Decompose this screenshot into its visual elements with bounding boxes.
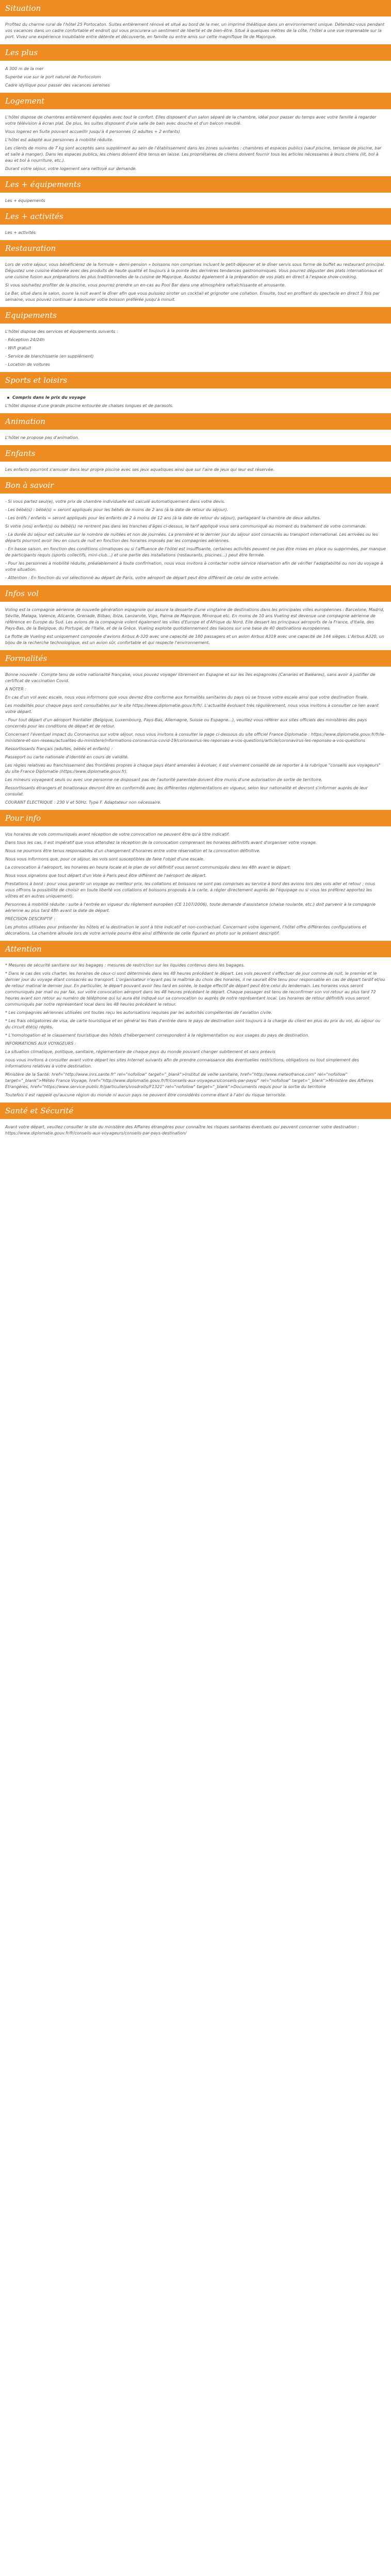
- paragraph: - Service de blanchisserie (en supplément): [5, 354, 94, 359]
- section-animation: [0, 413, 391, 445]
- paragraph: Dans tous les cas, il est impératif que vous attendiez la réception de la convocation comprenant les horaires définitifs avant d'organiser votre voyage.: [5, 840, 317, 845]
- paragraph: - La durée du séjour est calculée sur le nombre de nuitées et non de journées. La première et le dernier jour du séjour sont consacrés au transport international. Les arrivées ou les départs pourront avoir lieu en cours de nuit en fonction des horaires imposés par les compagnies aériennes.: [5, 532, 378, 543]
- paragraph: Les enfants pourront s'amuser dans leur propre piscine avec ses jeux aquatiques ainsi que sur l'aire de jeux qui leur est réservée.: [5, 467, 275, 472]
- section-title-formalites: Formalités: [0, 650, 391, 667]
- paragraph: Passeport ou carte nationale d'identité en cours de validité.: [5, 755, 129, 759]
- paragraph: PRÉCISION DESCRIPTIF :: [5, 917, 56, 921]
- paragraph: La situation climatique, politique, sanitaire, réglementaire de chaque pays du monde pouvant changer subitement et sans préavis: [5, 1049, 275, 1054]
- page: [0, 0, 391, 1141]
- paragraph: * Dans le cas des vols charter, les horaires de ceux-ci sont déterminés dans les 48 heures précédant le départ. Les vols peuvent s'effectuer de jour comme de nuit, le premier et le dernier jour du voyage étant consacrés au transport. L'organisateur n'ayant pas la maîtrise du choix des horaires, il ne saurait être tenu pour responsable en cas de départ tardif et/ou de retour matinal le dernier jour. En particulier, le départ pouvant avoir lieu tard en soirée, le badge effectif de départ peut être celui du lendemain. Les horaires vous seront communiqués par mail ou par fax, sur votre convocation aéroport dans les 48 heures précédant le départ. Chaque passager est tenu de reconfirmer son vol retour au plus tard 72 heures avant son retour au numéro de téléphone qui lui aura été indiqué sur sa convocation ou auprès de notre représentant local. Les horaires de retour définitifs vous seront communiqués par notre représentant local dans les 48 heures précédant le retour.: [5, 971, 385, 1007]
- paragraph: Voling est la compagnie aérienne de nouvelle génération espagnole qui assure la desserte d'une vingtaine de destinations dans les principales villes européennes : Barcelone, Madrid, Séville, Malaga, Valence, Alicante, Grenade, Bilbao, Ibiza, Lanzarote, Vigo, Palma de Majorque, Minorque etc. En moins de 10 ans Vueling est devenue une compagnie aérienne de référence en Europe du Sud. Les avions de la compagnie volent également les villes d'Europe et d'Afrique du Nord. Elle dessert les principaux aéroports de la France, d'Italie, des Pays-Bas, de la Belgique, du Portugal, de l'Italie, et de la Grèce. Vueling exploite quotidiennement des liaisons sur une base de 40 destinations européennes.: [5, 607, 384, 631]
- paragraph: Prestations à bord : pour vous garantir un voyage au meilleur prix, les collations et boissons ne sont pas comprises au service à bord des avions lors des vols aller et retour ; nous vous offrons la possibilité de choisir en toute liberté vos collations et boissons proposés à la carte, à régler directement auprès de l'équipage ou si vous les préférez apportez les vôtres et en autres uniquement).: [5, 882, 376, 899]
- paragraph: L'hôtel dispose des services et équipements suivants :: [5, 329, 118, 334]
- paragraph: L'hôtel dispose d'une grande piscine entourée de chaises longues et de parasols.: [5, 403, 173, 408]
- section-body-partir: [0, 826, 391, 941]
- paragraph: Nous vous informons que, pour ce séjour, les vols sont susceptibles de faire l'objet d'une escale.: [5, 857, 205, 861]
- paragraph: - Wifi gratuit: [5, 346, 31, 350]
- section-body-logement: [0, 109, 391, 176]
- section-title-situation: Situation: [0, 0, 391, 16]
- section-body-situation: [0, 16, 391, 44]
- section-body-formalites: [0, 667, 391, 810]
- section-vol: [0, 585, 391, 650]
- section-title-plus: Les plus: [0, 44, 391, 61]
- paragraph: INFORMATIONS AUX VOYAGEURS :: [5, 1041, 76, 1046]
- paragraph: - Les bréfs / enfants = seront appliqués pour les enfants de 2 à moins de 12 ans (à la date de retour du séjour), partageant la chambre de deux adultes.: [5, 516, 321, 520]
- paragraph: - Réception 24/24h: [5, 337, 45, 342]
- paragraph: - Attention : En fonction du vol sélectionné au départ de Paris, votre aéroport de départ peut être différent de celui de votre arrivée.: [5, 575, 280, 580]
- bullet-label: Compris dans le prix du voyage: [12, 395, 86, 400]
- paragraph: Le Bar, situé dans le salon, ouvre la nuit avant le dîner afin que vous puissiez siroter un cocktail et grignoter une collation. Ensuite, tout en profitant du spectacle en direct 3 fois par semaine, vous pouvez continuer à savourer votre boisson préférée jusqu'à minuit.: [5, 291, 380, 302]
- paragraph: Lors de votre séjour, vous bénéficierez de la formule « demi-pension » boissons non comprises incluant le petit-déjeuner et le dîner servis sous forme de buffet au restaurant principal. Dégustez une cuisine élaborée avec des produits de haute qualité et toujours à la pointe des dernières tendances gastronomiques. Vous pourrez déguster des plats internationaux et une cuisine fusion aux préparations les plus traditionnelles de la cuisine de Majorque. Assistez également à la préparation de vos plats en direct à l'espace show-cooking.: [5, 262, 385, 279]
- section-situation: [0, 0, 391, 44]
- section-body-plus: [0, 61, 391, 93]
- paragraph: Si vous souhaitez profiter de la piscine, vous pourrez prendre un en-cas au Pool Bar dans une atmosphère rafraîchissante et amusante.: [5, 283, 286, 287]
- section-plus: [0, 44, 391, 93]
- paragraph: Bonne nouvelle : Compte tenu de votre nationalité française, vous pouvez voyager librement en Espagne et sur les îles espagnoles (Canaries et Baléares), sans avoir à justifier de certificat de vaccination Covid.: [5, 672, 376, 683]
- section-savoir: [0, 477, 391, 585]
- section-body-animation: [0, 430, 391, 445]
- paragraph: - Pour tout départ d'un aéroport frontalier (Belgique, Luxembourg, Pays-Bas, Allemagne, Suisse ou Espagne...), veuillez vous référer aux sites officiels des ministères des pays concernés pour les conditions de départ et de retour.: [5, 718, 367, 728]
- paragraph: * Les frais obligatoires de visa, de carte touristique et en général les frais d'entrée dans le pays de destination sont toujours à la charge du client en plus du prix du vol, du séjour ou du circuit été(s) réglés.: [5, 1019, 381, 1029]
- paragraph: Nous ne pourrons être tenus responsables d'un changement d'horaires entre votre réservation et la convocation définitive.: [5, 849, 261, 853]
- paragraph: Les règles relatives au franchissement des frontières propres à chaque pays étant amenées à évoluer, il est vivement conseillé de se reporter à la rubrique "conseils aux voyageurs" du site France Diplomatie (https://www.diplomatie.gouv.fr).: [5, 763, 381, 774]
- section-activites: [0, 208, 391, 240]
- paragraph: nous vous invitons à consulter avant votre départ les sites Internet suivants afin de prendre connaissance des éventuelles restrictions, obligations ou tout simplement des informations relatives à votre destination.: [5, 1058, 360, 1069]
- section-body-sante: [0, 1119, 391, 1141]
- paragraph: Superbe vue sur le port naturel de Portocolom: [5, 75, 101, 79]
- paragraph: La convocation à l'aéroport, les horaires en heure locale et le plan de vol définitif vous seront communiqués dans les 48h avant le départ.: [5, 865, 291, 870]
- paragraph: - En basse saison, en fonction des conditions climatiques ou si l'affluence de l'hôtel est insuffisante, certaines activités peuvent ne pas être mises en place ou supprimées, par manque de participants requis (sports collectifs, mini-club...) et une partie des installations (restaurants, piscines...) peut être fermée.: [5, 547, 386, 557]
- paragraph: * Les compagnies aériennes utilisées ont toutes reçu les autorisations requises par les autorités compétentes de l'aviation civile.: [5, 1010, 272, 1015]
- paragraph: - Si vous partez seul(e), votre prix de chambre individuelle est calculé automatiquement dans votre devis.: [5, 499, 225, 504]
- paragraph: * L'homologation et le classement touristique des hôtels d'hébergement correspondent à la réglementation ou aux usages du pays de destination.: [5, 1033, 309, 1038]
- paragraph: Concernant l'éventuel impact du Coronavirus sur votre séjour, nous vous invitons à consulter la page ci-dessous du site officiel France Diplomatie : https://www.diplomatie.gouv.fr/fr/le-ministere-et-son-reseau/actualites-du-ministere/informations-coronavirus-covid-19/coronavirus-les-reponses-a-vos-questions/article/coronavirus-les-reponses-a-vos-questions: [5, 732, 386, 743]
- section-attention: [0, 941, 391, 1103]
- section-title-partir: Pour info: [0, 810, 391, 826]
- paragraph: Si votre (vos) enfant(s) ou bébé(s) ne rentrent pas dans les tranches d'âges ci-dessus, le tarif appliqué vous sera communiqué au moment du traitement de votre commande.: [5, 524, 367, 529]
- paragraph: Personnes à mobilité réduite : suite à l'entrée en vigueur du règlement européen (CE 1107/2006), toute demande d'assistance (chaise roulante, etc.) doit parvenir à la compagnie aérienne au plus tard 48h avant la date de départ.: [5, 902, 376, 913]
- paragraph: Ressortissants étrangers et binationaux devront être en conformité avec les différentes réglementations en vigueur, selon leur nationalité et devront s'informer auprès de leur consulat.: [5, 786, 368, 796]
- section-body-equipements: [0, 324, 391, 372]
- paragraph: Vous logerez en Suite pouvant accueillir jusqu'à 4 personnes (2 adultes + 2 enfants): [5, 129, 180, 134]
- section-title-attention: Attention: [0, 941, 391, 957]
- paragraph: Les + équipements: [5, 198, 45, 203]
- paragraph: Les + activités: [5, 230, 36, 235]
- section-sports: [0, 372, 391, 413]
- section-enfants: [0, 445, 391, 477]
- section-title-restauration: Restauration: [0, 240, 391, 257]
- paragraph: L'hôtel ne propose pas d'animation.: [5, 435, 79, 440]
- paragraph: Avant votre départ, veuillez consulter le site du ministère des Affaires étrangères pour connaître les risques sanitaires éventuels qui peuvent concerner votre destination : https://www.diplomatie.gouv.fr/fr/conseils-aux-voyageurs/conseils-par-pays-destination/: [5, 1125, 360, 1136]
- paragraph: Les mineurs voyageant seuls ou avec une personne ne disposant pas de l'autorité parentale doivent être munis d'une autorisation de sortie de territoire.: [5, 777, 323, 782]
- section-title-activites: Les + activités: [0, 208, 391, 225]
- paragraph: Nous vous signalons que tout départ d'un Vole à Paris peut être différent de l'aéroport de départ.: [5, 873, 207, 878]
- section-body-equipements_logement: [0, 193, 391, 208]
- paragraph: Profitez du charme rural de l'hôtel 25 Portocaton. Suites entièrement rénové et situé au bord de la mer, un imprimé théâtique dans un environnement unique. Détendez-vous pendant vos vacances dans un cadre confortable et endroit qui vous procurera un sentiment de liberté et de bien-être. Situé à quelques mètres de la côte, l'hôtel a une vue imprenable sur la port. Vivez une expérience inoubliable entre détente et découverte, en famille ou entre amis sur cette magnifique île de Majorque.: [5, 22, 385, 39]
- section-body-attention: [0, 957, 391, 1103]
- section-formalites: [0, 650, 391, 810]
- paragraph: Ministère de la Santé: href="http://www.inrs.sante.fr" rel="nofollow" target="_blank">Institut de veille sanitaire, href="http://www.meteofrance.com" rel="nofollow" target="_blank">Météo France Voyage, href="http://www.diplomatie.gouv.fr/fr/conseils-aux-voyageurs/conseils-par-pays/" rel="nofollow" target="_blank">Ministère des Affaires Étrangères, href="https://www.service-public.fr/particuliers/vosdroits/F1321" rel="nofollow" target="_blank">Documents requis pour la sortie du territoire: [5, 1072, 373, 1089]
- paragraph: COURANT ÉLECTRIQUE : 230 V et 50Hz. Type F. Adaptateur non nécessaire.: [5, 800, 161, 805]
- paragraph: - Les bébé(s) : bébé(s) = seront appliqués pour les bébés de moins de 2 ans (à la date de retour du séjour).: [5, 507, 229, 512]
- section-equipements: [0, 307, 391, 372]
- paragraph: - Location de voitures: [5, 362, 50, 367]
- section-body-savoir: [0, 494, 391, 585]
- section-title-sports: Sports et loisirs: [0, 372, 391, 388]
- paragraph: Durant votre séjour, votre logement sera nettoyé sur demande.: [5, 166, 137, 171]
- paragraph: La flotte de Vueling est uniquement composée d'avions Airbus A-320 avec une capacité de 180 passagers et un avion Airbus A319 avec une capacité de 144 sièges. L'Airbus A320, un bijou de la recherche technologique, est un avion sûr, confortable et qui respecte l'environnement.: [5, 634, 384, 645]
- paragraph: A NOTER :: [5, 687, 27, 691]
- paragraph: L'hôtel dispose de chambres entièrement équipées avec tout le confort. Elles disposent d'un salon séparé de la chambre, idéal pour passer du temps avec votre famille à regarder votre télévision à écran plat. De plus, les suites disposent d'une salle de bain avec douche et d'un balcon meublé.: [5, 115, 377, 126]
- paragraph: Les modalités pour chaque pays sont consultables sur le site https://www.diplomatie.gouv.fr/fr/. L'actualité évoluant très régulièrement, nous vous invitons à consulter ce lien avant votre départ.: [5, 703, 379, 714]
- section-body-activites: [0, 225, 391, 240]
- paragraph: * Mesures de sécurité sanitaire sur les bagages : mesures de restriction sur les liquides contenus dans les bagages.: [5, 963, 245, 968]
- section-title-savoir: Bon à savoir: [0, 477, 391, 494]
- section-title-vol: Infos vol: [0, 585, 391, 602]
- section-equipements_logement: [0, 176, 391, 208]
- section-logement: [0, 93, 391, 176]
- section-body-enfants: [0, 462, 391, 477]
- section-restauration: [0, 240, 391, 307]
- section-body-vol: [0, 602, 391, 650]
- section-body-sports: [0, 388, 391, 413]
- section-title-equipements_logement: Les + équipements: [0, 176, 391, 193]
- paragraph: Les photos utilisées pour présenter les hôtels et la destination le sont à titre indicatif et non-contractuel. Concernant votre logement, l'hôtel offre différentes configurations et décorations. La chambre allouée lors de votre arrivée pourra être ainsi différente de celle figurant en photo sur le présent descriptif.: [5, 925, 367, 936]
- section-title-equipements: Equipements: [0, 307, 391, 324]
- paragraph: A 300 m de la mer: [5, 66, 44, 71]
- section-title-animation: Animation: [0, 413, 391, 430]
- section-partir: [0, 810, 391, 941]
- paragraph: En cas d'un vol avec escale, nous vous informons que vous devrez être conforme aux formalités sanitaires du pays où se trouve votre escale ainsi que votre destination finale.: [5, 695, 368, 700]
- section-title-sante: Santé et Sécurité: [0, 1103, 391, 1119]
- section-sante: [0, 1103, 391, 1141]
- paragraph: Les clients de moins de 7 kg sont acceptés sans supplément au sein de l'établissement dans les zones suivantes : chambres et espaces publics (sauf piscine, terrasse de piscine, bar et salle à manger). Dans les espaces publics, les chiens doivent être tenus en laisse. Les propriétaires de chiens doivent fournir tous les articles nécessaires à leurs chiens (lit, bol à eau et bol à nourriture, etc.).: [5, 146, 382, 163]
- paragraph: L'hôtel est adapté aux personnes à mobilité réduite.: [5, 138, 113, 142]
- paragraph: Ressortissants français (adultes, bébés et enfants) :: [5, 747, 113, 751]
- paragraph: Cadre idyllique pour passer des vacances sereines: [5, 83, 110, 88]
- section-title-enfants: Enfants: [0, 445, 391, 462]
- section-body-restauration: [0, 257, 391, 307]
- section-title-logement: Logement: [0, 93, 391, 109]
- included-bullet: [5, 395, 386, 401]
- paragraph: - Pour les personnes à mobilité réduite, préalablement à toute confirmation, nous vous invitons à contacter notre service réservation afin de vérifier l'adaptabilité ou non du voyage à votre situation.: [5, 561, 383, 572]
- paragraph: Vos horaires de vols communiqués avant réception de votre convocation ne peuvent être qu'à titre indicatif.: [5, 832, 230, 837]
- paragraph: Toutefois il est rappelé qu'aucune région du monde ni aucun pays ne peuvent être considérés comme étant à l'abri du risque terroriste.: [5, 1093, 287, 1097]
